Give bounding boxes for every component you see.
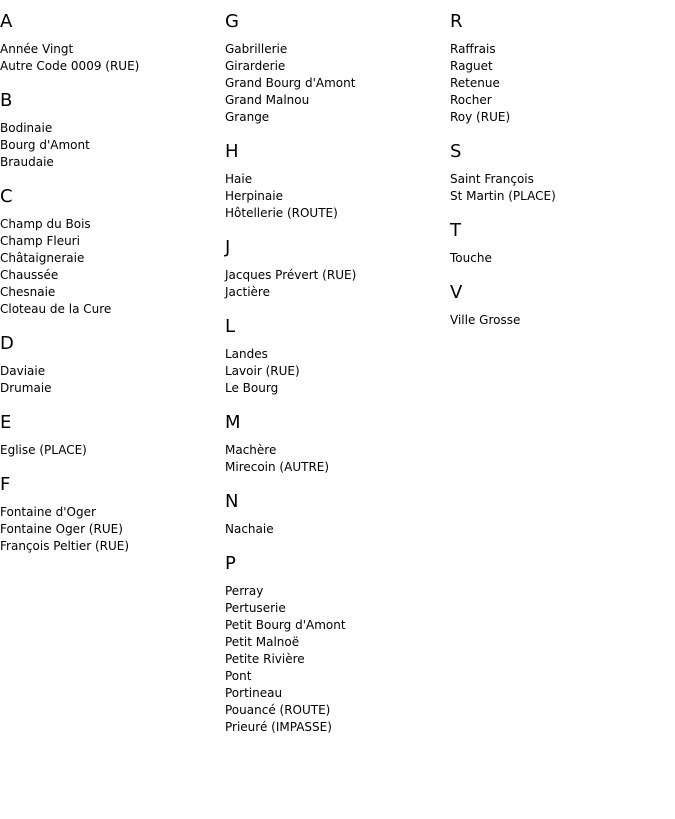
- letter-group-r: [450, 10, 670, 126]
- street-list: [0, 120, 220, 171]
- column-3: [450, 10, 670, 343]
- street-list: [0, 504, 220, 555]
- letter-heading: V: [450, 282, 463, 303]
- letter-heading: L: [225, 316, 236, 337]
- street-link[interactable]: Saint François: [450, 172, 534, 186]
- letter-heading: E: [0, 412, 12, 433]
- street-link[interactable]: Bourg d'Amont: [0, 138, 90, 152]
- street-list: [225, 583, 445, 736]
- street-link[interactable]: Lavoir (RUE): [225, 364, 300, 378]
- letter-heading: M: [225, 412, 241, 433]
- street-link[interactable]: Herpinaie: [225, 189, 283, 203]
- street-list: [0, 41, 220, 75]
- street-link[interactable]: Raguet: [450, 59, 493, 73]
- street-link[interactable]: Chesnaie: [0, 285, 56, 299]
- street-link[interactable]: Rocher: [450, 93, 492, 107]
- street-link[interactable]: Pertuserie: [225, 601, 286, 615]
- street-link[interactable]: Daviaie: [0, 364, 46, 378]
- letter-heading: A: [0, 11, 13, 32]
- letter-group-a: [0, 10, 220, 75]
- letter-heading: C: [0, 186, 13, 207]
- street-link[interactable]: Machère: [225, 443, 277, 457]
- street-link[interactable]: Hôtellerie (ROUTE): [225, 206, 338, 220]
- letter-heading: N: [225, 491, 239, 512]
- street-link[interactable]: Grand Malnou: [225, 93, 310, 107]
- street-link[interactable]: Fontaine Oger (RUE): [0, 522, 123, 536]
- street-list: [450, 41, 670, 126]
- letter-group-f: [0, 473, 220, 555]
- street-link[interactable]: Petit Bourg d'Amont: [225, 618, 346, 632]
- street-link[interactable]: Eglise (PLACE): [0, 443, 87, 457]
- street-link[interactable]: Bodinaie: [0, 121, 53, 135]
- street-link[interactable]: St Martin (PLACE): [450, 189, 556, 203]
- street-link[interactable]: Drumaie: [0, 381, 52, 395]
- letter-group-s: [450, 140, 670, 205]
- street-list: [225, 267, 445, 301]
- street-list: [225, 41, 445, 126]
- street-link[interactable]: Raffrais: [450, 42, 496, 56]
- letter-group-l: [225, 315, 445, 397]
- street-link[interactable]: Braudaie: [0, 155, 54, 169]
- street-link[interactable]: Retenue: [450, 76, 500, 90]
- letter-heading: P: [225, 553, 236, 574]
- street-link[interactable]: Pont: [225, 669, 252, 683]
- street-link[interactable]: Petit Malnoë: [225, 635, 300, 649]
- street-list: [0, 363, 220, 397]
- letter-group-c: [0, 185, 220, 318]
- street-link[interactable]: Haie: [225, 172, 253, 186]
- street-link[interactable]: Autre Code 0009 (RUE): [0, 59, 140, 73]
- street-link[interactable]: Touche: [450, 251, 492, 265]
- street-link[interactable]: Gabrillerie: [225, 42, 288, 56]
- column-2: [225, 10, 445, 750]
- letter-group-d: [0, 332, 220, 397]
- street-list: [225, 521, 445, 538]
- street-list: [225, 346, 445, 397]
- street-link[interactable]: Petite Rivière: [225, 652, 305, 666]
- street-link[interactable]: Perray: [225, 584, 264, 598]
- letter-group-e: [0, 411, 220, 459]
- street-list: [0, 216, 220, 318]
- street-link[interactable]: Landes: [225, 347, 268, 361]
- street-link[interactable]: Roy (RUE): [450, 110, 511, 124]
- letter-heading: D: [0, 333, 14, 354]
- street-list: [450, 171, 670, 205]
- letter-heading: G: [225, 11, 239, 32]
- street-link[interactable]: Champ Fleuri: [0, 234, 80, 248]
- street-list: [450, 312, 670, 329]
- street-list: [225, 171, 445, 222]
- letter-heading: R: [450, 11, 463, 32]
- street-link[interactable]: Jactière: [225, 285, 270, 299]
- street-link[interactable]: Portineau: [225, 686, 283, 700]
- letter-group-g: [225, 10, 445, 126]
- street-link[interactable]: Prieuré (IMPASSE): [225, 720, 332, 734]
- street-link[interactable]: Châtaigneraie: [0, 251, 85, 265]
- street-link[interactable]: Nachaie: [225, 522, 274, 536]
- letter-group-m: [225, 411, 445, 476]
- street-link[interactable]: Mirecoin (AUTRE): [225, 460, 330, 474]
- letter-group-n: [225, 490, 445, 538]
- street-list: [450, 250, 670, 267]
- letter-heading: F: [0, 474, 11, 495]
- letter-heading: H: [225, 141, 239, 162]
- letter-heading: B: [0, 90, 13, 111]
- column-1: [0, 10, 220, 569]
- street-link[interactable]: François Peltier (RUE): [0, 539, 130, 553]
- letter-group-j: [225, 236, 445, 301]
- street-link[interactable]: Ville Grosse: [450, 313, 521, 327]
- letter-group-h: [225, 140, 445, 222]
- street-link[interactable]: Cloteau de la Cure: [0, 302, 112, 316]
- street-link[interactable]: Chaussée: [0, 268, 59, 282]
- street-link[interactable]: Année Vingt: [0, 42, 74, 56]
- street-link[interactable]: Le Bourg: [225, 381, 279, 395]
- street-link[interactable]: Jacques Prévert (RUE): [225, 268, 357, 282]
- street-link[interactable]: Pouancé (ROUTE): [225, 703, 331, 717]
- letter-heading: J: [225, 237, 231, 258]
- street-list: [225, 442, 445, 476]
- letter-heading: S: [450, 141, 462, 162]
- letter-heading: T: [450, 220, 461, 241]
- street-link[interactable]: Grand Bourg d'Amont: [225, 76, 356, 90]
- street-link[interactable]: Fontaine d'Oger: [0, 505, 96, 519]
- letter-group-b: [0, 89, 220, 171]
- letter-group-p: [225, 552, 445, 736]
- street-list: [0, 442, 220, 459]
- street-link[interactable]: Girarderie: [225, 59, 286, 73]
- letter-group-v: [450, 281, 670, 329]
- letter-group-t: [450, 219, 670, 267]
- street-link[interactable]: Grange: [225, 110, 270, 124]
- street-link[interactable]: Champ du Bois: [0, 217, 91, 231]
